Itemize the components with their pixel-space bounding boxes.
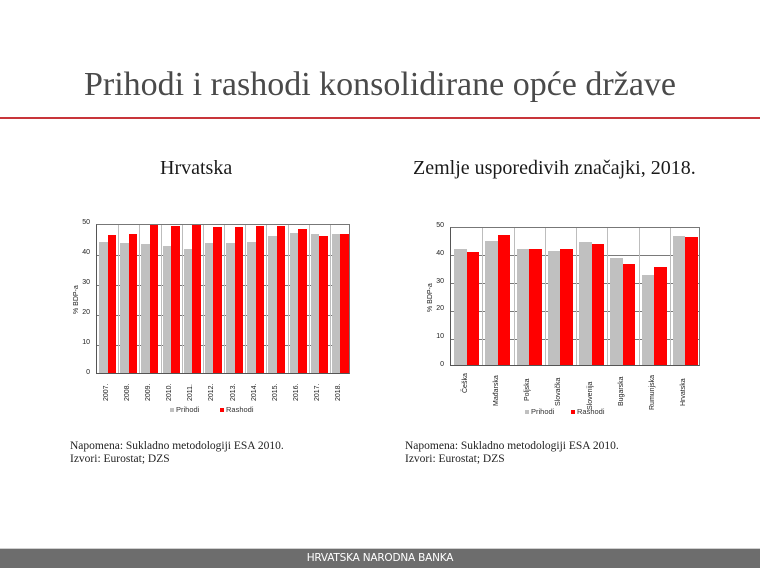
left-note-sources: Izvori: Eurostat; DZS: [70, 453, 170, 465]
bar-rashodi: [498, 235, 511, 365]
group-separator: [309, 225, 310, 373]
y-axis-label: % BDP-a: [73, 285, 80, 314]
y-tick-label: 40: [436, 249, 444, 257]
group-separator: [182, 225, 183, 373]
legend-item-prihodi: [170, 405, 199, 414]
x-tick-label: 2014.: [250, 383, 258, 401]
footer-bar: [0, 548, 760, 568]
bar-rashodi: [277, 226, 285, 373]
bar-rashodi: [235, 227, 243, 373]
right-note-sources: Izvori: Eurostat; DZS: [405, 453, 505, 465]
bar-rashodi: [623, 264, 636, 365]
right-chart-subtitle: Zemlje usporedivih značajki, 2018.: [413, 157, 696, 179]
bar-rashodi: [560, 249, 573, 365]
bar-rashodi: [213, 227, 221, 373]
y-tick-label: 50: [82, 219, 90, 226]
legend-label: Prihodi: [176, 405, 200, 414]
y-tick-label: 20: [82, 309, 90, 316]
group-separator: [161, 225, 162, 373]
group-separator: [139, 225, 140, 373]
bar-rashodi: [108, 235, 116, 373]
group-separator: [266, 225, 267, 373]
right-note-methodology: Napomena: Sukladno metodologiji ESA 2010.: [405, 440, 619, 452]
y-tick-label: 10: [82, 339, 90, 346]
group-separator: [514, 228, 515, 365]
x-tick-label: Poljska: [524, 378, 532, 402]
bar-prihodi: [642, 275, 655, 365]
bar-rashodi: [685, 237, 698, 365]
legend-swatch: [170, 408, 174, 412]
bar-rashodi: [592, 244, 605, 365]
bar-prihodi: [247, 242, 255, 373]
bar-rashodi: [129, 234, 137, 373]
bar-prihodi: [268, 236, 276, 373]
y-tick-label: 30: [82, 279, 90, 286]
x-tick-label: 2009.: [144, 383, 152, 401]
x-tick-label: Slovačka: [555, 377, 563, 406]
bar-prihodi: [610, 258, 623, 365]
x-tick-label: 2017.: [314, 383, 322, 401]
group-separator: [224, 225, 225, 373]
x-tick-label: Mađarska: [492, 374, 500, 406]
bar-prihodi: [226, 243, 234, 373]
bar-prihodi: [205, 243, 213, 373]
x-tick-label: 2007.: [102, 383, 110, 401]
bar-prihodi: [290, 233, 298, 373]
bar-rashodi: [467, 252, 480, 365]
group-separator: [118, 225, 119, 373]
bar-rashodi: [256, 226, 264, 373]
title-divider: [0, 117, 760, 119]
y-tick-label: 40: [82, 249, 90, 256]
bar-prihodi: [163, 246, 171, 373]
legend-item-rashodi: [220, 405, 254, 414]
bar-prihodi: [454, 249, 467, 365]
legend-swatch: [571, 410, 575, 414]
group-separator: [670, 228, 671, 365]
plot-area: [450, 227, 700, 366]
bar-rashodi: [171, 226, 179, 373]
y-tick-label: 50: [436, 222, 444, 229]
bar-rashodi: [340, 234, 348, 373]
bar-rashodi: [654, 267, 667, 365]
bar-prihodi: [485, 241, 498, 365]
y-tick-label: 30: [436, 277, 444, 285]
bar-prihodi: [120, 243, 128, 373]
bar-rashodi: [319, 236, 327, 373]
x-tick-label: 2011.: [187, 384, 195, 401]
legend-item-rashodi: [571, 407, 605, 416]
y-tick-label: 0: [86, 369, 90, 376]
x-tick-label: 2013.: [229, 383, 237, 401]
bar-prihodi: [99, 242, 107, 373]
group-separator: [639, 228, 640, 365]
bar-prihodi: [579, 242, 592, 365]
legend-item-prihodi: [525, 407, 554, 416]
y-tick-label: 10: [436, 333, 444, 341]
x-tick-label: 2008.: [123, 383, 131, 401]
left-chart-subtitle: Hrvatska: [160, 157, 233, 179]
bar-prihodi: [517, 249, 530, 365]
slide-title: Prihodi i rashodi konsolidirane opće države: [83, 66, 676, 103]
bar-prihodi: [548, 251, 561, 365]
group-separator: [203, 225, 204, 373]
legend-swatch: [525, 410, 529, 414]
bar-prihodi: [673, 236, 686, 365]
right-chart-note: [405, 440, 619, 466]
group-separator: [576, 228, 577, 365]
bar-prihodi: [332, 234, 340, 374]
x-tick-label: 2015.: [271, 383, 279, 401]
x-tick-label: Rumunjska: [649, 374, 657, 410]
left-chart-note: [70, 440, 284, 466]
x-tick-label: 2018.: [335, 383, 343, 401]
group-separator: [288, 225, 289, 373]
x-tick-label: Slovenija: [586, 381, 594, 410]
group-separator: [330, 225, 331, 373]
bar-rashodi: [192, 225, 200, 373]
group-separator: [607, 228, 608, 365]
x-tick-label: 2012.: [208, 383, 216, 401]
bar-prihodi: [184, 249, 192, 373]
x-tick-label: 2016.: [293, 383, 301, 401]
bar-rashodi: [298, 229, 306, 373]
x-tick-label: 2010.: [166, 383, 174, 401]
legend-label: Prihodi: [531, 407, 555, 416]
x-tick-label: Hrvatska: [680, 377, 688, 406]
y-tick-label: 0: [440, 361, 444, 368]
x-tick-label: Bugarska: [617, 376, 625, 406]
bar-rashodi: [150, 225, 158, 373]
y-tick-label: 20: [436, 305, 444, 313]
group-separator: [482, 228, 483, 365]
group-separator: [545, 228, 546, 365]
plot-area: [96, 224, 350, 374]
bar-prihodi: [141, 244, 149, 373]
group-separator: [245, 225, 246, 373]
bar-prihodi: [311, 234, 319, 374]
legend-swatch: [220, 408, 224, 412]
left-note-methodology: Napomena: Sukladno metodologiji ESA 2010.: [70, 440, 284, 452]
legend-label: Rashodi: [577, 407, 605, 416]
y-axis-label: % BDP-a: [427, 282, 434, 312]
footer-brand: HRVATSKA NARODNA BANKA: [306, 552, 454, 564]
legend-label: Rashodi: [226, 405, 254, 414]
x-tick-label: Češka: [461, 373, 469, 393]
bar-rashodi: [529, 249, 542, 365]
